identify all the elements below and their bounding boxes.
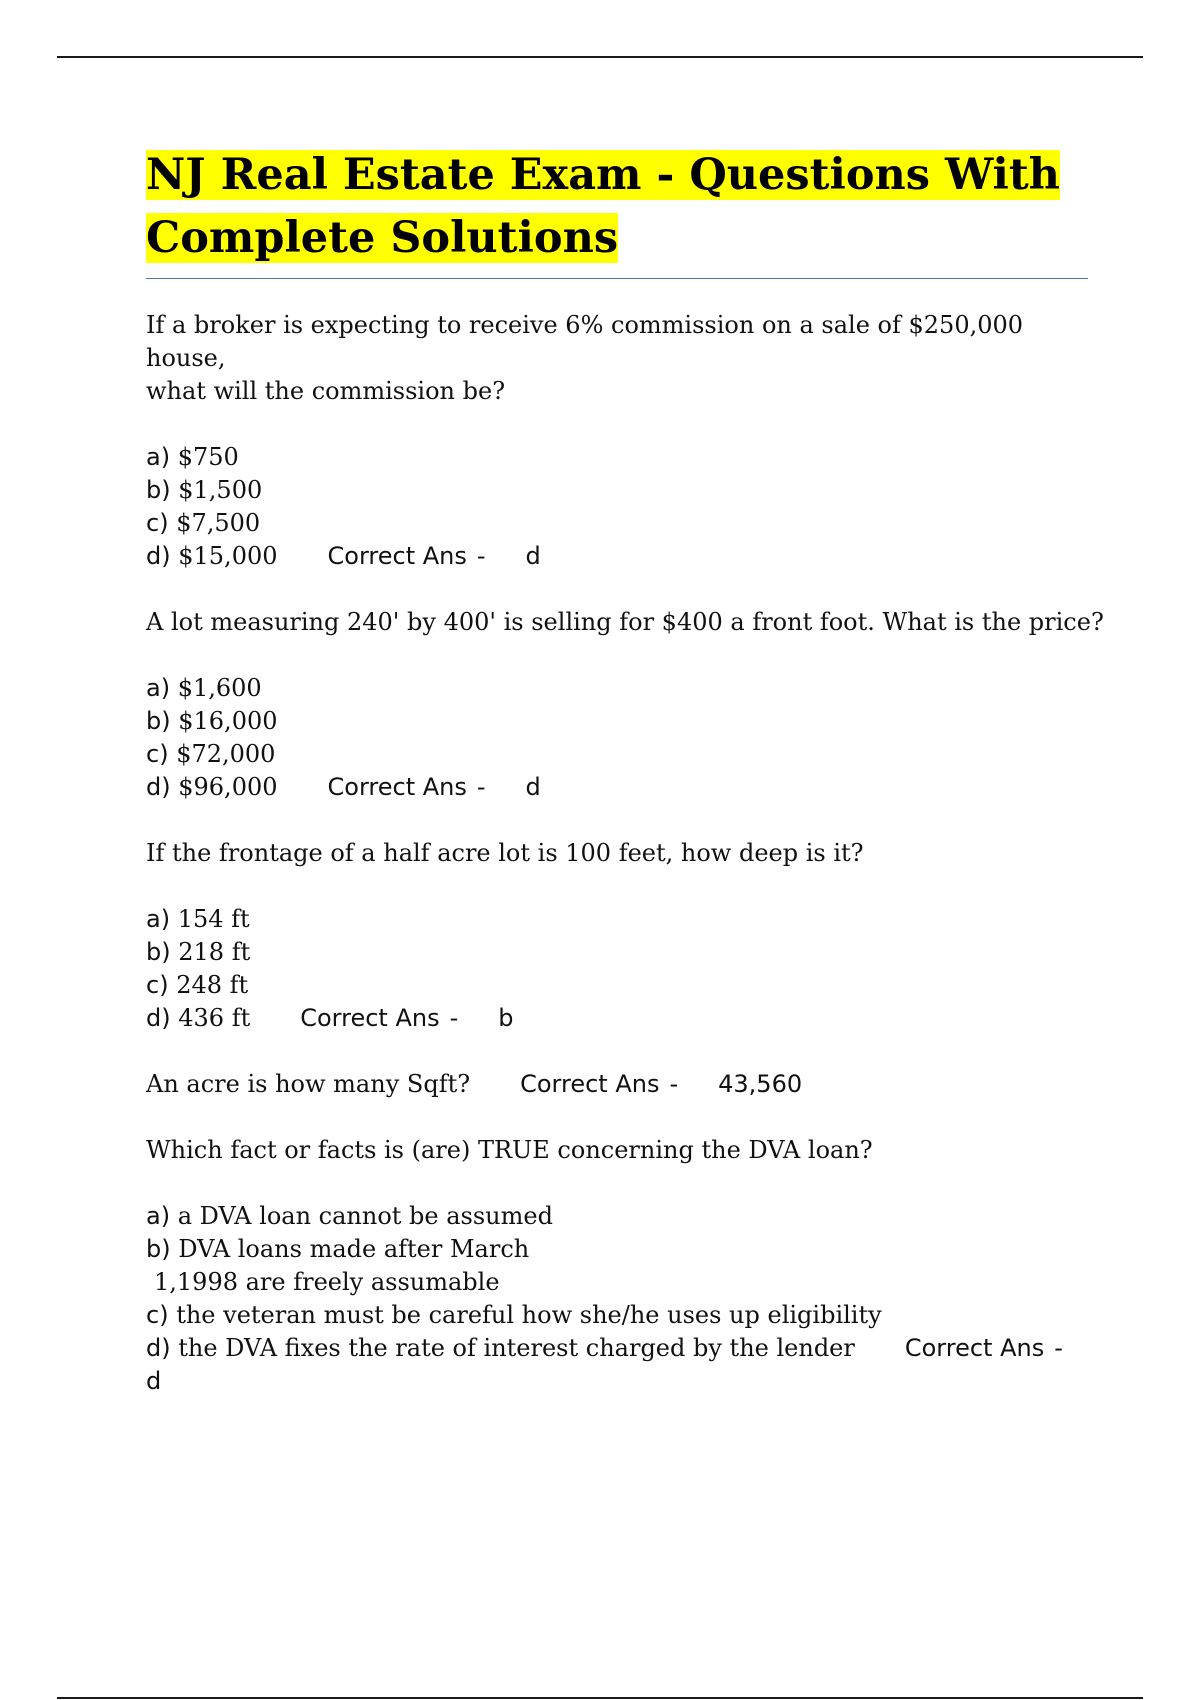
option-a — [146, 1200, 1106, 1233]
option-letter: a) — [146, 905, 171, 933]
answer-options — [146, 903, 1106, 1035]
option-letter: c) — [146, 1301, 169, 1329]
option-text: $96,000 — [178, 773, 278, 801]
correct-answer-label: Correct Ans — [327, 542, 467, 570]
option-a — [146, 441, 1106, 474]
option-letter: b) — [146, 938, 171, 966]
question-text: Which fact or facts is (are) TRUE concerning the DVA loan? — [146, 1136, 873, 1164]
option-text: $1,500 — [178, 476, 263, 504]
question-text: A lot measuring 240' by 400' is selling for $400 a front foot. What is the price? — [146, 608, 1104, 636]
question-text: If a broker is expecting to receive 6% commission on a sale of $250,000 house, — [146, 311, 1024, 372]
option-text: 218 ft — [178, 938, 251, 966]
question-2 — [146, 606, 1106, 804]
question-text-content: An acre is how many Sqft? — [146, 1070, 471, 1098]
option-letter: d) — [146, 773, 171, 801]
question-5 — [146, 1134, 1106, 1398]
option-letter: d) — [146, 542, 171, 570]
option-d — [146, 540, 1106, 573]
question-text — [146, 1068, 1106, 1101]
option-letter: b) — [146, 476, 171, 504]
option-letter: c) — [146, 971, 169, 999]
question-3 — [146, 837, 1106, 1035]
option-letter: a) — [146, 1202, 171, 1230]
title-line-2: Complete Solutions — [146, 213, 619, 263]
answer-options — [146, 441, 1106, 573]
answer-dash: - — [476, 773, 486, 801]
correct-answer-value: d — [525, 542, 541, 570]
option-d — [146, 1002, 1106, 1035]
option-text: $15,000 — [178, 542, 278, 570]
option-c — [146, 969, 1106, 1002]
correct-answer-value: 43,560 — [718, 1070, 803, 1098]
correct-answer-label: Correct Ans — [327, 773, 467, 801]
correct-answer-value: d — [146, 1367, 162, 1395]
question-list — [146, 309, 1106, 1431]
option-letter: b) — [146, 1235, 171, 1263]
option-d — [146, 771, 1106, 804]
option-letter: c) — [146, 509, 169, 537]
option-letter: a) — [146, 443, 171, 471]
option-d — [146, 1332, 1106, 1365]
option-text: 436 ft — [178, 1004, 251, 1032]
option-letter: a) — [146, 674, 171, 702]
option-text: $16,000 — [178, 707, 278, 735]
option-text: 154 ft — [177, 905, 250, 933]
option-b — [146, 936, 1106, 969]
answer-dash: - — [476, 542, 486, 570]
page-top-rule — [57, 56, 1143, 58]
option-a — [146, 672, 1106, 705]
option-text: the veteran must be careful how she/he uses up eligibility — [176, 1301, 882, 1329]
question-4 — [146, 1068, 1106, 1101]
question-1 — [146, 309, 1106, 573]
correct-answer-label: Correct Ans — [904, 1334, 1045, 1362]
answer-dash: - — [449, 1004, 459, 1032]
option-a — [146, 903, 1106, 936]
option-text: DVA loans made after March — [178, 1235, 530, 1263]
answer-dash: - — [669, 1070, 679, 1098]
question-text: If the frontage of a half acre lot is 100 feet, how deep is it? — [146, 839, 864, 867]
option-text: 248 ft — [176, 971, 249, 999]
option-b — [146, 1233, 1106, 1266]
correct-answer-label: Correct Ans — [300, 1004, 440, 1032]
option-text: a DVA loan cannot be assumed — [177, 1202, 553, 1230]
option-b-continued — [146, 1266, 1106, 1299]
page-bottom-rule — [57, 1697, 1143, 1699]
option-letter: d) — [146, 1334, 171, 1362]
answer-dash: - — [1054, 1334, 1063, 1362]
option-text: $72,000 — [176, 740, 276, 768]
option-text: $750 — [177, 443, 239, 471]
option-b — [146, 474, 1106, 507]
title-line-1: NJ Real Estate Exam - Questions With — [146, 150, 1060, 200]
option-letter: d) — [146, 1004, 171, 1032]
document-title — [146, 144, 1088, 279]
correct-answer-label: Correct Ans — [520, 1070, 660, 1098]
correct-answer-value: b — [498, 1004, 514, 1032]
option-text: $7,500 — [176, 509, 261, 537]
option-c — [146, 738, 1106, 771]
option-letter: b) — [146, 707, 171, 735]
answer-options — [146, 1200, 1106, 1398]
option-c — [146, 507, 1106, 540]
option-c — [146, 1299, 1106, 1332]
option-text: the DVA fixes the rate of interest charged by the lender — [178, 1334, 855, 1362]
option-letter: c) — [146, 740, 169, 768]
answer-options — [146, 672, 1106, 804]
option-b — [146, 705, 1106, 738]
option-text: $1,600 — [177, 674, 262, 702]
option-text: 1,1998 are freely assumable — [154, 1268, 500, 1296]
correct-answer-value: d — [525, 773, 541, 801]
question-text-continued: what will the commission be? — [146, 377, 506, 405]
